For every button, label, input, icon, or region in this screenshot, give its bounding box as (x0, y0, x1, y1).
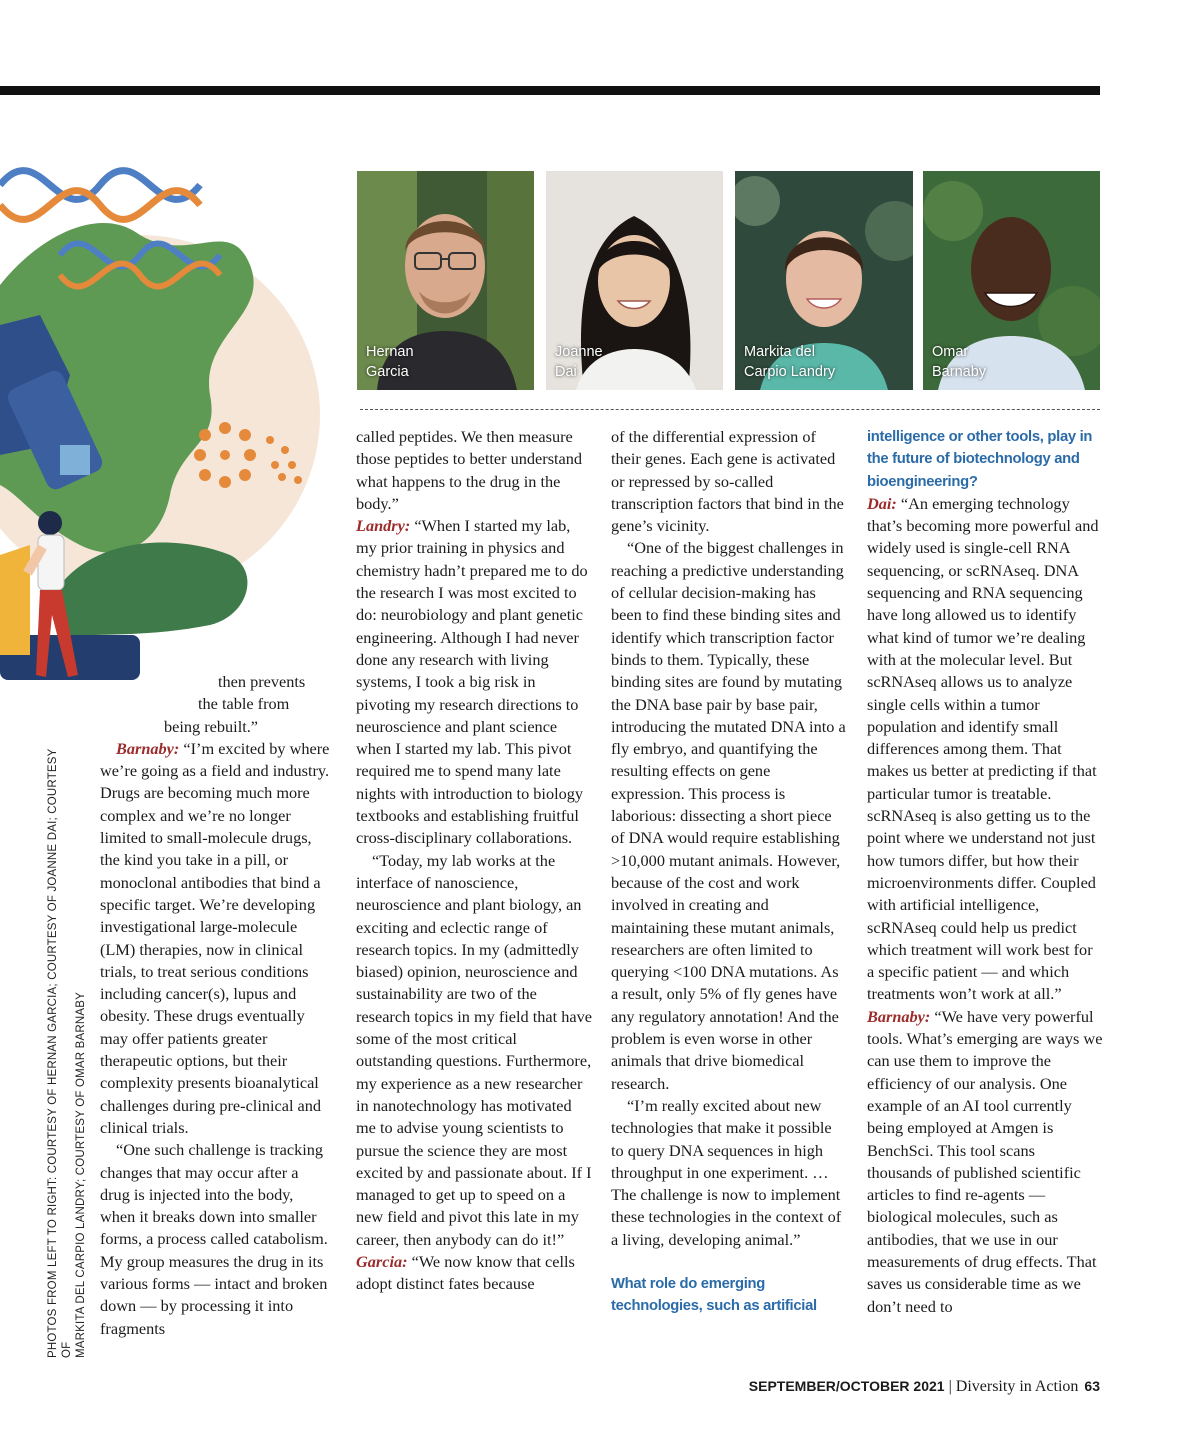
page-footer (749, 1378, 1100, 1396)
photo-credit-line: PHOTOS FROM LEFT TO RIGHT: COURTESY OF HERNAN GARCIA; COURTESY OF JOANNE DAI; COURTESY OF (47, 748, 73, 1358)
portrait-markita-del-carpio-landry (735, 171, 913, 390)
paragraph: “I’m really excited about new technologies that make it possible to query DNA sequences in high throughput in one experiment. … The challenge is now to implement these technologies in the context of a living, developing animal.” (611, 1095, 842, 1249)
paragraph: “Today, my lab works at the interface of nanoscience, neuroscience and plant biology, an exciting and eclectic range of research topics. In my (admittedly biased) opinion, neuroscience and sustainability are two of the research topics in my field that have some of the most critical outstanding questions. Furthermore, my experience as a new researcher in nanotechnology has motivated me to advise young scientists to pursue the science they are most excited by and passionate about. If I managed to get up to speed on a new field and pivot this late in my career, then anybody can do it!” (356, 850, 592, 1249)
photo-credit (46, 738, 88, 1358)
column-4 (867, 426, 1103, 1318)
portrait-first-name: Hernan (366, 344, 414, 360)
portrait-omar-barnaby (923, 171, 1100, 390)
column-2 (356, 426, 592, 1296)
speaker-name: Garcia: (356, 1251, 408, 1271)
interview-question: What role do emerging technologies, such as artificial (611, 1275, 817, 1315)
paragraph-text: “I’m excited by where we’re going as a field and industry. Drugs are becoming much more complex and we’re no longer limited to small-molecule drugs, the kind you take in a pill, or monoclonal antibodies that bind a specific target. We’re developing investigational large-molecule (LM) therapies, now in clinical trials, to treat serious conditions including cancer(s), lupus and obesity. These drugs eventually may offer patients greater therapeutic options, but their complexity presents bioanalytical challenges during pre-clinical and clinical trials. (100, 738, 330, 1137)
portrait-last-name: Garcia (366, 364, 409, 380)
portrait-last-name: Carpio Landry (744, 364, 836, 380)
paragraph: “One such challenge is tracking changes that may occur after a drug is injected into the body, when it breaks down into smaller forms, a process called catabolism. My group measures the drug in its various forms — intact and broken down — by processing it into fragments (100, 1140, 328, 1338)
interview-question: intelligence or other tools, play in the future of biotechnology and bioengineering? (867, 429, 1093, 490)
paragraph (867, 493, 1103, 1006)
paragraph (867, 1006, 1103, 1318)
wrapped-line: the table from (198, 694, 290, 714)
speaker-name: Dai: (867, 493, 897, 513)
portrait-first-name: Markita del (744, 344, 815, 360)
paragraph-text: “When I started my lab, my prior training in physics and chemistry hadn’t prepared me to do the research I was most excited to do: neurobiology and plant genetic engineering. Although I had never done any research with living systems, I took a big risk in pivoting my research directions to neuroscience and plant science when I started my lab. This pivot required me to spend many late nights with introduction to biology textbooks and establishing fruitful cross-disciplinary collaborations. (356, 516, 588, 848)
paragraph-text: “We now know that cells adopt distinct fates because (356, 1251, 575, 1294)
speaker-name: Barnaby: (116, 738, 180, 758)
paragraph: “One of the biggest challenges in reaching a predictive understanding of cellular decision-making has been to find these binding sites and identify which transcription factor binds to them. Typically, these binding sites are found by mutating the DNA base pair by base pair, introducing the mutated DNA into a fly embryo, and quantifying the resulting effects on gene expression. This process is laborious: dissecting a short piece of DNA would require establishing >10,000 mutant animals. However, because of the cost and work involved in creating and maintaining these mutant animals, researchers are often limited to querying <100 DNA mutations. As a result, only 5% of fly genes have any regulatory annotation! And the problem is even worse in other animals that drive biomedical research. (611, 538, 846, 1093)
magazine-name: Diversity in Action (955, 1378, 1079, 1395)
paragraph: of the differential expression of their genes. Each gene is activated or repressed by so-called transcription factors that bind in the gene’s vicinity. (611, 427, 844, 536)
speaker-name: Barnaby: (867, 1006, 931, 1026)
footer-separator: | (944, 1378, 956, 1395)
portrait-hernan-garcia (357, 171, 534, 390)
dashed-divider (360, 409, 1100, 410)
top-rule (0, 86, 1100, 95)
wrapped-line: being rebuilt.” (164, 716, 259, 736)
column-3 (611, 426, 847, 1318)
paragraph (356, 1251, 592, 1296)
paragraph (356, 515, 592, 849)
portrait-first-name: Omar (932, 344, 969, 360)
speaker-name: Landry: (356, 516, 411, 536)
portrait-last-name: Dai (555, 364, 577, 380)
column-1 (100, 671, 332, 1340)
photo-credit-line: MARKITA DEL CARPIO LANDRY; COURTESY OF OMAR BARNABY (75, 991, 87, 1358)
portrait-joanne-dai (546, 171, 723, 390)
paragraph (100, 738, 332, 1139)
page-number: 63 (1084, 1378, 1100, 1394)
paragraph-text: “An emerging technology that’s becoming more powerful and widely used is single-cell RNA sequencing, or scRNAseq. DNA sequencing and RNA sequencing have long allowed us to identify what kind of tumor we’re dealing with at the molecular level. But scRNAseq allows us to analyze single cells within a tumor population and identify small differences among them. That makes us better at predicting if that particular tumor is treatable. scRNAseq is also getting us to the point where we understand not just how tumors differ, but how their microenvironments differ. Coupled with artificial intelligence, scRNAseq could help us predict which treatment will work best for a specific patient — and which treatments won’t work at all.” (867, 493, 1099, 1004)
paragraph-text: “We have very powerful tools. What’s emerging are ways we can use them to improve the efficiency of our analysis. One example of an AI tool currently being employed at Amgen is BenchSci. This tool scans thousands of published scientific articles to find re-agents — biological molecules, such as antibodies, that we use in our measurements of drug effects. That saves us considerable time as we don’t need to (867, 1006, 1103, 1316)
biotech-illustration (0, 115, 330, 735)
issue-date: SEPTEMBER/OCTOBER 2021 (748, 1378, 945, 1394)
paragraph: called peptides. We then measure those peptides to better understand what happens to the drug in the body.” (356, 427, 583, 513)
portrait-first-name: Joanne (555, 344, 603, 360)
wrapped-line: then prevents (218, 672, 306, 691)
portrait-last-name: Barnaby (932, 364, 987, 380)
